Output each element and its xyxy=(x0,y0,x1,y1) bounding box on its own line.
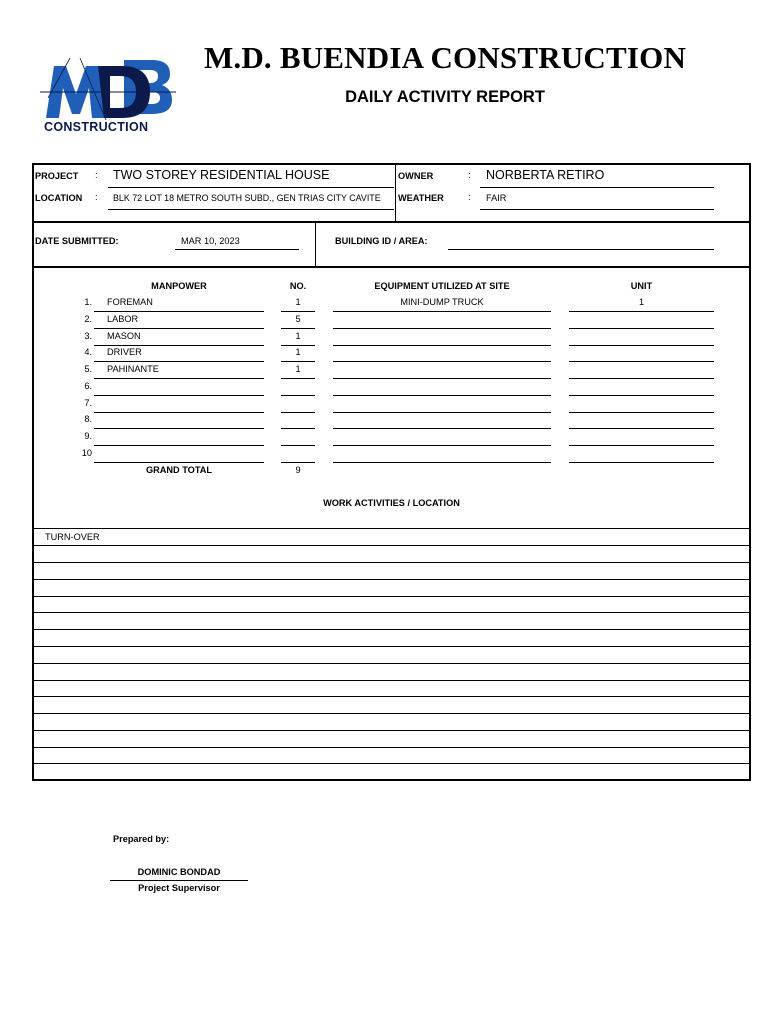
supervisor-position: Project Supervisor xyxy=(138,883,220,893)
weather-label: WEATHER xyxy=(398,193,444,203)
row-underline xyxy=(94,378,264,379)
row-underline xyxy=(333,345,551,346)
building-id-underline xyxy=(448,249,714,250)
report-title: DAILY ACTIVITY REPORT xyxy=(345,88,545,106)
work-row-line xyxy=(32,680,751,681)
manpower-count: 1 xyxy=(295,364,301,374)
row-underline xyxy=(569,328,714,329)
row-underline xyxy=(569,445,714,446)
manpower-name: FOREMAN xyxy=(107,297,153,307)
row-underline xyxy=(569,428,714,429)
row-number: 7. xyxy=(84,398,92,408)
colon: : xyxy=(468,170,471,181)
work-activities-header: WORK ACTIVITIES / LOCATION xyxy=(323,498,460,508)
row-underline xyxy=(94,311,264,312)
row-underline xyxy=(281,462,315,463)
row-underline xyxy=(333,328,551,329)
row-underline xyxy=(333,395,551,396)
row-underline xyxy=(94,328,264,329)
manpower-no-header: NO. xyxy=(289,281,307,291)
work-row-line xyxy=(32,646,751,647)
row-underline xyxy=(569,311,714,312)
row-underline xyxy=(94,462,264,463)
row-underline xyxy=(94,412,264,413)
row-number: 2. xyxy=(84,314,92,324)
row-underline xyxy=(569,462,714,463)
work-row-line xyxy=(32,612,751,613)
owner-underline xyxy=(480,187,714,188)
work-row-line xyxy=(32,663,751,664)
row-number: 4. xyxy=(84,347,92,357)
manpower-count: 5 xyxy=(295,314,301,324)
location-label: LOCATION xyxy=(35,193,83,203)
row-underline xyxy=(333,311,551,312)
owner-value: NORBERTA RETIRO xyxy=(486,168,605,182)
row-underline xyxy=(281,328,315,329)
row-underline xyxy=(281,412,315,413)
work-row-line xyxy=(32,713,751,714)
work-row-line xyxy=(32,562,751,563)
section-divider xyxy=(32,266,751,268)
equipment-header: EQUIPMENT UTILIZED AT SITE xyxy=(374,281,510,291)
row-underline xyxy=(333,428,551,429)
company-logo xyxy=(40,58,176,138)
location-value: BLK 72 LOT 18 METRO SOUTH SUBD., GEN TRIAS CITY CAVITE xyxy=(113,193,381,203)
row-underline xyxy=(281,311,315,312)
equipment-unit: 1 xyxy=(638,297,645,307)
grand-total-value: 9 xyxy=(295,465,301,475)
company-name: M.D. BUENDIA CONSTRUCTION xyxy=(203,40,687,75)
work-row-line xyxy=(32,528,751,529)
project-underline xyxy=(108,187,394,188)
supervisor-name: DOMINIC BONDAD xyxy=(137,867,221,877)
row-underline xyxy=(333,445,551,446)
row-underline xyxy=(281,428,315,429)
colon: : xyxy=(95,170,98,181)
manpower-name: DRIVER xyxy=(107,347,142,357)
info-divider xyxy=(395,164,396,221)
row-underline xyxy=(94,361,264,362)
row-underline xyxy=(281,445,315,446)
row-number: 9. xyxy=(84,431,92,441)
row-underline xyxy=(333,462,551,463)
row-underline xyxy=(281,361,315,362)
manpower-count: 1 xyxy=(295,331,301,341)
row-number: 10 xyxy=(81,448,92,458)
row-number: 5. xyxy=(84,364,92,374)
owner-label: OWNER xyxy=(398,171,434,181)
info-divider xyxy=(315,222,316,266)
grand-total-label: GRAND TOTAL xyxy=(145,465,212,475)
work-row-line xyxy=(32,763,751,764)
row-underline xyxy=(94,428,264,429)
row-underline xyxy=(333,361,551,362)
row-underline xyxy=(569,361,714,362)
work-row-line xyxy=(32,579,751,580)
prepared-by-label: Prepared by: xyxy=(113,834,170,844)
row-number: 6. xyxy=(84,381,92,391)
colon: : xyxy=(95,192,98,203)
row-number: 3. xyxy=(84,331,92,341)
row-number: 8. xyxy=(84,414,92,424)
work-row-line xyxy=(32,545,751,546)
row-underline xyxy=(569,378,714,379)
work-row-line xyxy=(32,730,751,731)
date-submitted-value: MAR 10, 2023 xyxy=(181,236,240,246)
weather-underline xyxy=(480,209,714,210)
weather-value: FAIR xyxy=(486,193,507,203)
project-label: PROJECT xyxy=(35,171,79,181)
equipment-unit-header: UNIT xyxy=(630,281,653,291)
equipment-name: MINI-DUMP TRUCK xyxy=(400,297,484,307)
logo-text: CONSTRUCTION xyxy=(44,120,149,134)
row-underline xyxy=(569,412,714,413)
date-submitted-label: DATE SUBMITTED: xyxy=(35,236,119,246)
work-row-line xyxy=(32,629,751,630)
manpower-name: PAHINANTE xyxy=(107,364,159,374)
project-value: TWO STOREY RESIDENTIAL HOUSE xyxy=(113,168,330,182)
location-underline xyxy=(108,209,394,210)
manpower-count: 1 xyxy=(295,347,301,357)
row-underline xyxy=(94,395,264,396)
date-underline xyxy=(175,249,299,250)
colon: : xyxy=(468,192,471,203)
manpower-header: MANPOWER xyxy=(151,281,207,291)
building-id-label: BUILDING ID / AREA: xyxy=(335,236,428,246)
row-underline xyxy=(281,395,315,396)
row-underline xyxy=(333,412,551,413)
signature-line xyxy=(110,880,248,881)
row-underline xyxy=(333,378,551,379)
row-underline xyxy=(94,445,264,446)
manpower-name: MASON xyxy=(107,331,141,341)
manpower-count: 1 xyxy=(295,297,301,307)
manpower-name: LABOR xyxy=(107,314,139,324)
row-underline xyxy=(569,395,714,396)
work-row-line xyxy=(32,747,751,748)
work-activity-entry: TURN-OVER xyxy=(45,532,100,542)
row-underline xyxy=(94,345,264,346)
row-underline xyxy=(569,345,714,346)
work-row-line xyxy=(32,596,751,597)
work-row-line xyxy=(32,696,751,697)
row-underline xyxy=(281,345,315,346)
section-divider xyxy=(32,221,751,223)
row-number: 1. xyxy=(84,297,92,307)
row-underline xyxy=(281,378,315,379)
